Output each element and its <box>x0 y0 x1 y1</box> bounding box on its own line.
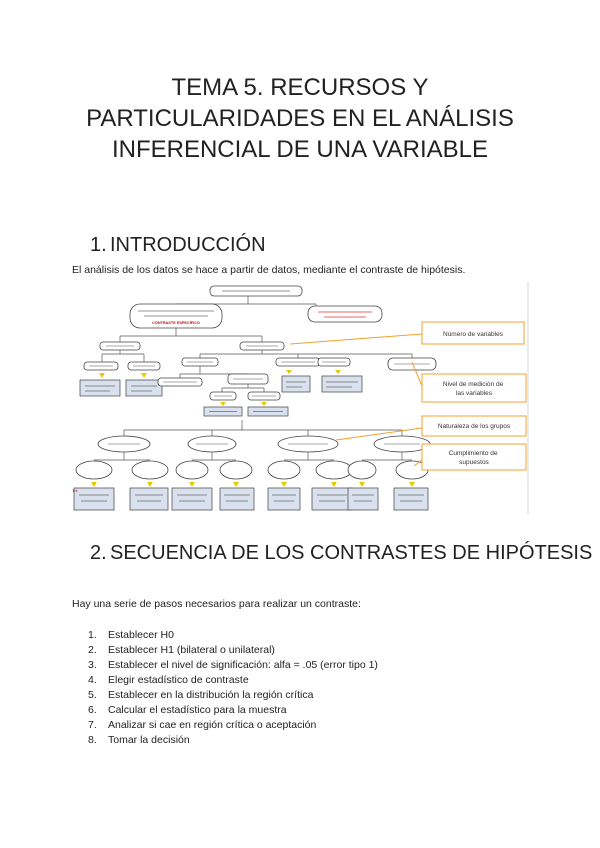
decision-tree-diagram <box>72 280 530 516</box>
page-title: TEMA 5. RECURSOS Y PARTICULARIDADES EN EL ANÁLISIS INFERENCIAL DE UNA VARIABLE <box>86 74 514 163</box>
list-item: 2. Establecer H1 (bilateral o unilateral) <box>88 644 275 656</box>
steps-list <box>88 628 378 748</box>
intro-paragraph: El análisis de los datos se hace a partir de datos, mediante el contraste de hipótesis. <box>72 264 466 276</box>
section-number: 2. <box>90 542 107 564</box>
list-item: 5. Establecer en la distribución la región crítica <box>88 689 314 701</box>
callout-cumplimiento-supuestos: Cumplimiento de supuestos <box>448 450 498 466</box>
list-item: 6. Calcular el estadístico para la muestra <box>88 704 287 716</box>
callout-naturaleza-grupos: Naturaleza de los grupos <box>437 423 511 430</box>
list-item: 8. Tomar la decisión <box>88 734 190 746</box>
callout-box-2 <box>422 374 526 402</box>
section-number: 1. <box>90 234 107 256</box>
side-marker: 1/4 <box>72 488 78 493</box>
list-item: 4. Elegir estadístico de contraste <box>88 674 249 686</box>
section-heading-introduccion <box>90 232 266 258</box>
steps-intro-paragraph: Hay una serie de pasos necesarios para realizar un contraste: <box>72 598 361 610</box>
callout-box-4 <box>422 444 526 470</box>
list-item: 3. Establecer el nivel de significación: alfa = .05 (error tipo 1) <box>88 659 378 671</box>
list-item: 1. Establecer H0 <box>88 629 174 641</box>
node-right <box>308 306 382 322</box>
section-title: SECUENCIA DE LOS CONTRASTES DE HIPÓTESIS <box>110 542 593 564</box>
red-label: CONTRASTE ESPECÍFICO <box>152 321 200 325</box>
section-title: INTRODUCCIÓN <box>110 234 266 256</box>
callout-numero-variables: Número de variables <box>443 331 503 338</box>
section-heading-secuencia <box>90 540 592 566</box>
callout-nivel-medicion: Nivel de medición de las variables <box>442 381 504 397</box>
list-item: 7. Analizar si cae en región crítica o aceptación <box>88 719 317 731</box>
